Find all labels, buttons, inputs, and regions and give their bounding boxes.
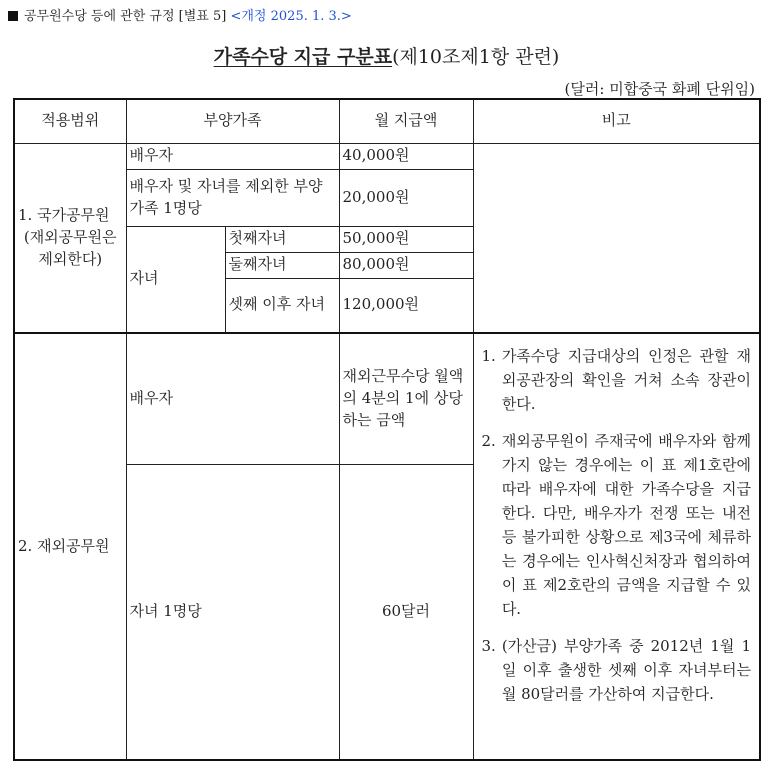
- remarks-notes: [473, 333, 760, 760]
- document-header: [8, 5, 352, 24]
- family-allowance-table: [13, 98, 761, 761]
- header-scope: 적용범위: [14, 99, 126, 143]
- table-header-row: [14, 99, 760, 143]
- table-row: [14, 143, 760, 169]
- amount-overseas-child: 60달러: [339, 464, 473, 760]
- dependent-second-child: 둘째자녀: [225, 252, 339, 278]
- scope-overseas-civil-servant: 2. 재외공무원: [14, 333, 126, 760]
- dependent-other-family: 배우자 및 자녀를 제외한 부양가족 1명당: [126, 169, 339, 226]
- header-monthly-amount: 월 지급액: [339, 99, 473, 143]
- page-title: [0, 42, 773, 69]
- header-remarks: 비고: [473, 99, 760, 143]
- amount-spouse: 40,000원: [339, 143, 473, 169]
- allowance-table-wrapper: [13, 98, 759, 761]
- dependent-overseas-spouse: 배우자: [126, 333, 339, 464]
- header-dependents: 부양가족: [126, 99, 339, 143]
- amount-first-child: 50,000원: [339, 226, 473, 252]
- note-item-3: 3. (가산금) 부양가족 중 2012년 1월 1일 이후 출생한 셋째 이후 자녀부터는 월 80달러를 가산하여 지급한다.: [481, 637, 751, 703]
- dependent-overseas-child: 자녀 1명당: [126, 464, 339, 760]
- amount-second-child: 80,000원: [339, 252, 473, 278]
- table-row: [14, 333, 760, 464]
- dependent-spouse: 배우자: [126, 143, 339, 169]
- amount-overseas-spouse: 재외근무수당 월액의 4분의 1에 상당하는 금액: [339, 333, 473, 464]
- square-bullet-icon: [8, 11, 18, 21]
- dependent-first-child: 첫째자녀: [225, 226, 339, 252]
- note-item-1: 1. 가족수당 지급대상의 인정은 관할 재외공관장의 확인을 거쳐 소속 장관이 한다.: [481, 347, 751, 413]
- note-item-2: 2. 재외공무원이 주재국에 배우자와 함께 가지 않는 경우에는 이 표 제1호란에 따라 배우자에 대한 가족수당을 지급한다. 다만, 배우자가 전쟁 또는 내전 등 불가피한 상황으로 제3국에 체류하는 경우에는 인사혁신처장과 협의하여 이 표 제2호란의 금액을 지급할 수 있다.: [481, 432, 751, 618]
- scope-national-line1: 1. 국가공무원: [18, 206, 110, 225]
- amount-third-child: 120,000원: [339, 278, 473, 333]
- scope-national-line2: (재외공무원은 제외한다): [23, 227, 117, 268]
- scope-national-civil-servant: [14, 143, 126, 333]
- amendment-link[interactable]: <개정 2025. 1. 3.>: [230, 9, 352, 24]
- title-main: 가족수당 지급 구분표: [213, 46, 393, 68]
- dependent-third-child: 셋째 이후 자녀: [225, 278, 339, 333]
- remarks-section1-empty: [473, 143, 760, 333]
- dependent-children: 자녀: [126, 226, 225, 333]
- regulation-reference: 공무원수당 등에 관한 규정 [별표 5]: [24, 9, 227, 24]
- title-sub: (제10조제1항 관련): [392, 46, 560, 68]
- currency-unit-note: (달러: 미합중국 화폐 단위임): [564, 80, 755, 98]
- amount-other-family: 20,000원: [339, 169, 473, 226]
